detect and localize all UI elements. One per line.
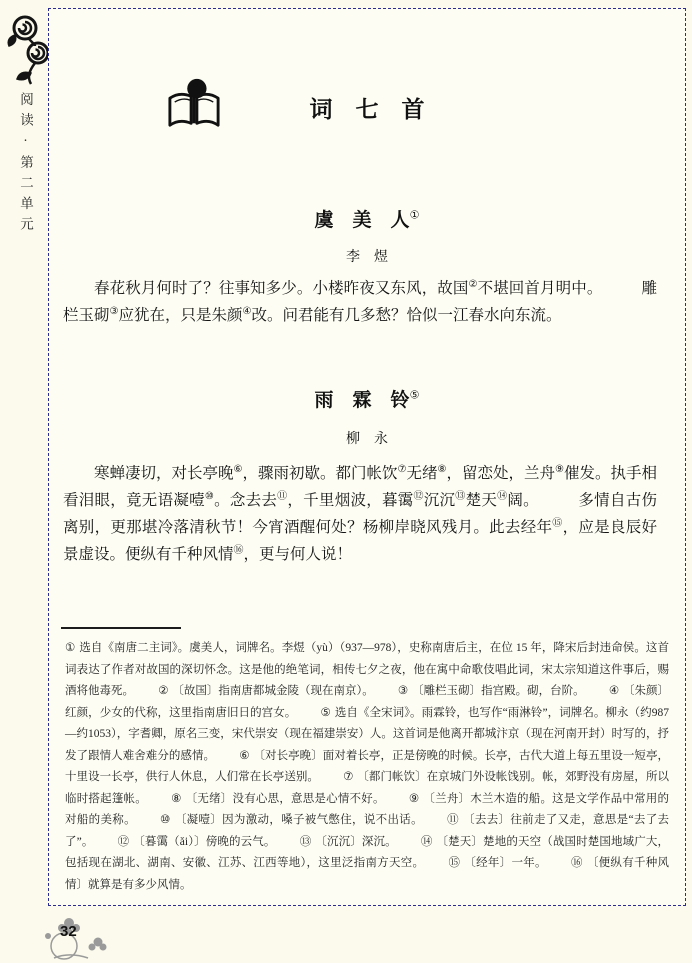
footnote-item: ⑤ 选自《全宋词》。雨霖铃，也写作“雨淋铃”，词牌名。柳永（约987—约1053），字耆卿，原名三变，宋代崇安（现在福建崇安）人。这首词是他离开都城汴京（现在河南开封）时写的，抒发了跟情人难舍难分的感情。: [65, 706, 670, 762]
footnote-ref: ⑨: [554, 463, 564, 475]
footnote-divider: [61, 627, 181, 629]
footnote-number: ②: [158, 685, 170, 697]
lesson-title: 词 七 首: [309, 97, 425, 122]
footnote-item: ① 选自《南唐二主词》。虞美人，词牌名。李煜（yù）（937—978），史称南唐后主，在位 15 年，降宋后封违命侯。这首词表达了作者对故国的深切怀念。这是他的绝笔词，相传七夕之夜，他在寓中命歌伎唱此词，宋太宗知道这件事后，赐酒将他毒死。: [65, 642, 669, 697]
footnote-number: ③: [397, 685, 410, 697]
footnote-number: ⑭: [420, 835, 434, 848]
poem2-text: 寒蝉凄切，对长亭晚⑥，骤雨初歇。都门帐饮⑦无绪⑧，留恋处，兰舟⑨催发。执手相看泪眼，竟无语凝噎⑩。念去去⑪，千里烟波，暮霭⑫沉沉⑬楚天⑭阔。 多情自古伤离别，更那堪冷落清秋节！今宵酒醒何处？杨柳岸晓风残月。此去经年⑮，应是良辰好景虚设。便纵有千种风情⑯，更与何人说！: [63, 463, 657, 563]
footnote-number: ⑨: [408, 792, 421, 805]
poem2-author: 柳 永: [346, 432, 388, 447]
footnote-item: ⑨ 〔兰舟〕木兰木造的船。这是文学作品中常用的对船的美称。: [65, 792, 670, 826]
poem2-title-footnote-ref: ⑤: [409, 389, 420, 402]
footnote-item: ⑮ 〔经年〕一年。: [448, 857, 547, 869]
footnote-number: ⑧: [171, 792, 183, 805]
footnote-number: ⑥: [239, 749, 251, 762]
footnote-item: ③ 〔雕栏玉砌〕指宫殿。砌，台阶。: [397, 685, 585, 697]
footnote-number: ⑫: [117, 835, 131, 848]
footnote-ref: ⑮: [552, 517, 563, 529]
poem2-title: [49, 385, 685, 412]
poem1-title-footnote-ref: ①: [409, 209, 420, 222]
footnote-item: ⑯ 〔便纵有千种风情〕就算是有多少风情。: [65, 857, 670, 891]
footnote-item: ⑫ 〔暮霭（ǎi）〕傍晚的云气。: [117, 835, 276, 848]
footnote-item: ⑩ 〔凝噎〕因为激动，嗓子被气憋住，说不出话。: [160, 814, 423, 826]
footnote-ref: ⑧: [437, 463, 447, 475]
page-number: 32: [60, 923, 77, 940]
page-number-block: [36, 916, 112, 962]
content-frame: [48, 8, 686, 906]
footnote-ref: ③: [109, 305, 119, 317]
footnote-item: ⑥ 〔对长亭晚〕面对着长亭，正是傍晚的时候。长亭，古代大道上每五里设一短亭，十里设一长亭，供行人休息，人们常在长亭送别。: [65, 749, 670, 783]
poem1-author: 李 煜: [346, 250, 388, 265]
poem1-text: 春花秋月何时了？往事知多少。小楼昨夜又东风，故国②不堪回首月明中。 雕栏玉砌③应犹在，只是朱颜④改。问君能有几多愁？恰似一江春水向东流。: [63, 278, 657, 324]
footnote-item: ② 〔故国〕指南唐都城金陵（现在南京）。: [158, 685, 374, 697]
footnote-item: ⑭ 〔楚天〕楚地的天空（战国时楚国地域广大，包括现在湖北、湖南、安徽、江苏、江西等地），这里泛指南方天空。: [65, 835, 670, 869]
footnote-ref: ②: [468, 278, 478, 290]
sidebar-unit-label: 阅读·第二单元: [18, 92, 33, 237]
footnote-ref: ⑥: [233, 463, 243, 475]
footnote-number: ④: [608, 685, 621, 697]
footnote-item: ⑦ 〔都门帐饮〕在京城门外设帐饯别。帐，郊野没有房屋，所以临时搭起篷帐。: [65, 771, 669, 805]
footnote-ref: ⑦: [397, 463, 407, 475]
footnote-number: ⑯: [570, 857, 584, 869]
footnote-number: ⑤: [320, 706, 332, 719]
footnote-number: ⑮: [448, 857, 462, 869]
footnote-number: ⑪: [447, 814, 460, 826]
footnote-number: ⑬: [299, 835, 313, 848]
footnote-item: ④ 〔朱颜〕红颜，少女的代称，这里指南唐旧日的宫女。: [65, 685, 670, 719]
footnote-item: ⑧ 〔无绪〕没有心思，意思是心情不好。: [171, 792, 385, 805]
footnote-number: ⑩: [160, 814, 172, 826]
footnote-number: ⑦: [343, 771, 355, 783]
footnote-ref: ⑪: [277, 490, 288, 502]
footnotes-block: [65, 638, 669, 896]
footnote-number: ①: [65, 642, 77, 654]
poem1-title: [49, 205, 685, 232]
poem1-title-text: 虞 美 人: [314, 210, 410, 231]
poem2-title-text: 雨 霖 铃: [314, 390, 410, 411]
footnote-ref: ⑯: [233, 544, 244, 556]
footnote-ref: ⑫: [413, 490, 424, 502]
footnote-ref: ④: [242, 305, 252, 317]
footnote-item: ⑬ 〔沉沉〕深沉。: [299, 835, 397, 848]
footnote-ref: ⑭: [497, 490, 508, 502]
footnote-ref: ⑩: [204, 490, 215, 502]
footnote-item: ⑪ 〔去去〕往前走了又走，意思是“去了去了”。: [65, 814, 670, 848]
footnote-ref: ⑬: [455, 490, 466, 502]
